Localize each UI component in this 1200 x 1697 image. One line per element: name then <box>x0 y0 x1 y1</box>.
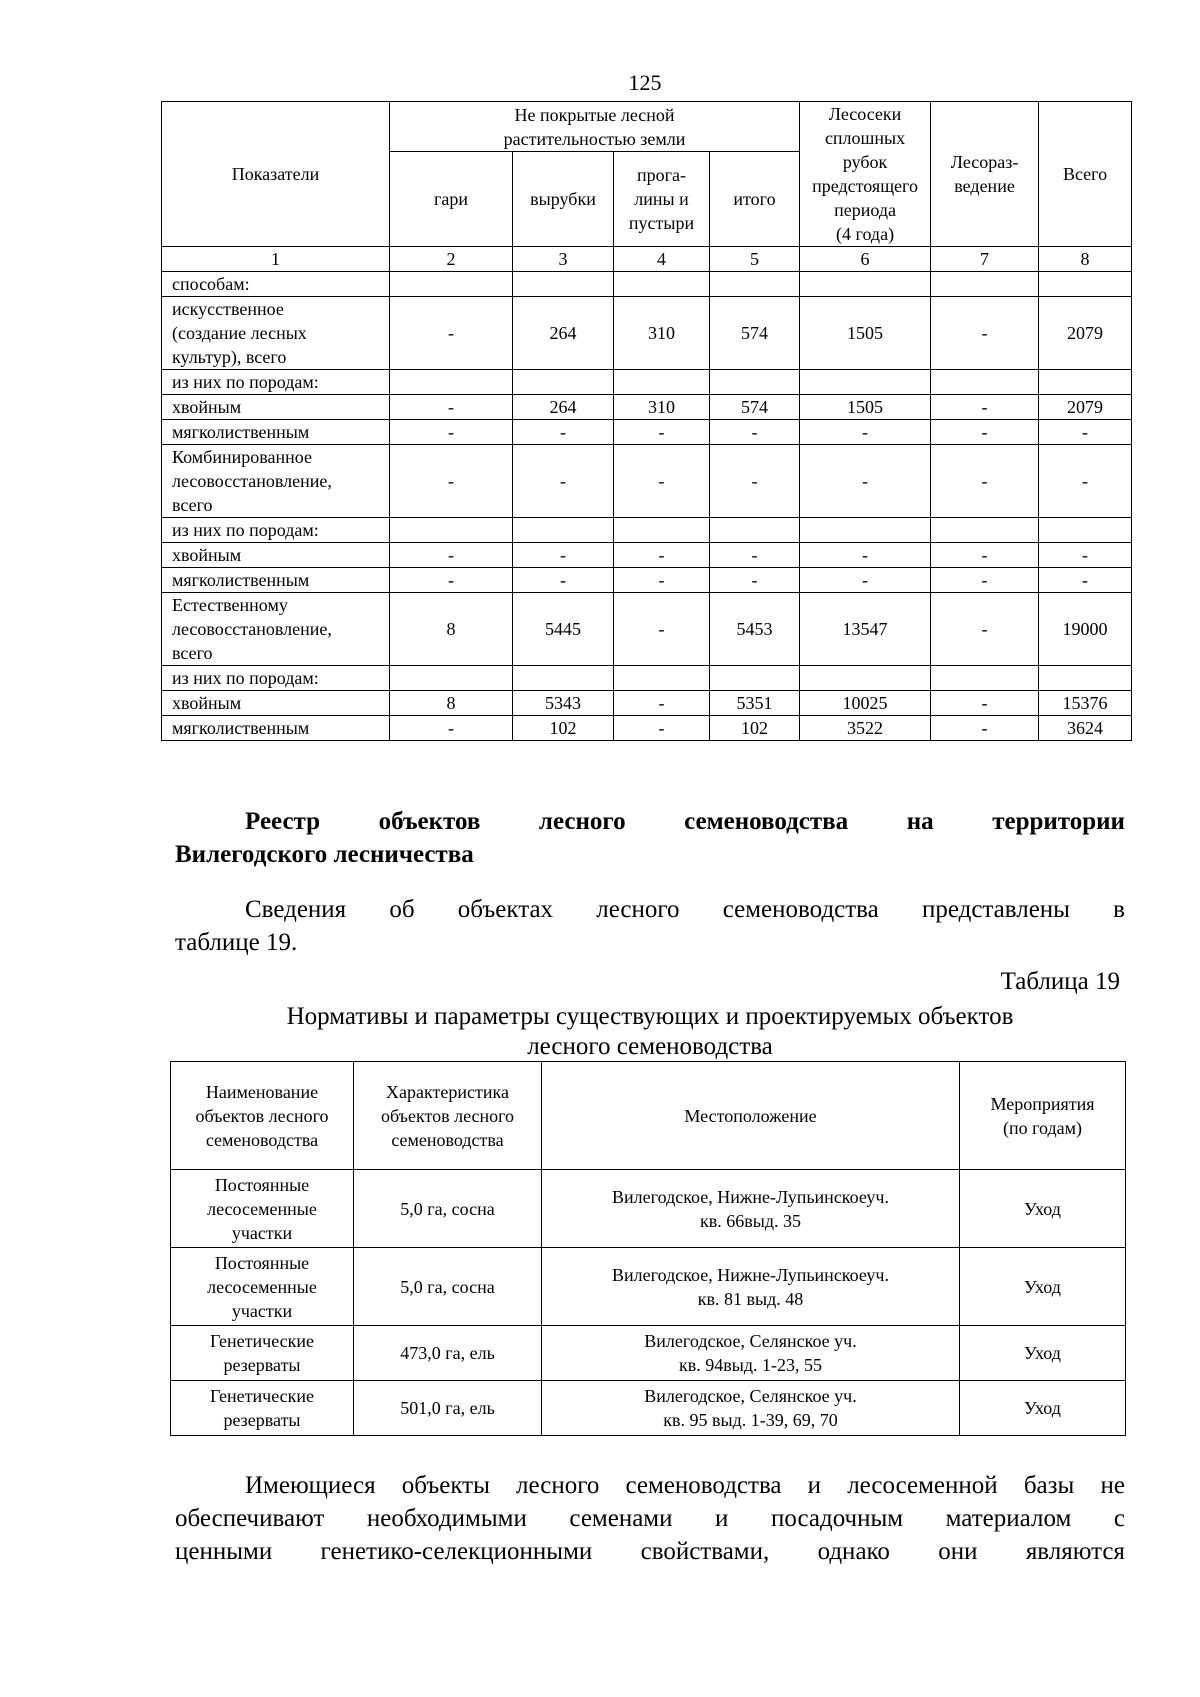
table-cell: 102 <box>513 716 614 741</box>
row-label <box>162 593 390 666</box>
table-cell: - <box>931 297 1039 370</box>
column-number-cell: 3 <box>513 247 614 272</box>
table-cell: - <box>931 568 1039 593</box>
table-row <box>162 518 1132 543</box>
header-gaps: прога- лины и пустыри <box>614 152 710 247</box>
word: с <box>1113 1505 1125 1532</box>
word: об <box>389 896 415 923</box>
row-label-line: всего <box>172 495 213 515</box>
table-cell: 19000 <box>1039 593 1132 666</box>
row-label-line: мягколиственным <box>172 718 310 738</box>
table-cell: - <box>1039 568 1132 593</box>
column-number-cell: 7 <box>931 247 1039 272</box>
table-cell: 8 <box>390 593 513 666</box>
word: материалом <box>945 1505 1072 1532</box>
table-cell <box>513 272 614 297</box>
row-label <box>162 445 390 518</box>
table-cell: - <box>390 420 513 445</box>
table-cell: - <box>710 445 800 518</box>
table-cell: 574 <box>710 395 800 420</box>
row-label-line: из них по породам: <box>172 372 319 392</box>
word: Реестр <box>245 808 321 835</box>
table-cell: 264 <box>513 297 614 370</box>
table-cell: - <box>614 593 710 666</box>
column-number-cell: 4 <box>614 247 710 272</box>
column-number-cell: 1 <box>162 247 390 272</box>
word: территории <box>992 808 1125 835</box>
word: однако <box>817 1538 890 1565</box>
table-cell: - <box>1039 445 1132 518</box>
table-cell: 1505 <box>800 297 931 370</box>
word: посадочным <box>770 1505 904 1532</box>
word: представлены <box>921 896 1070 923</box>
table-cell: 2079 <box>1039 297 1132 370</box>
intro-paragraph <box>175 893 1125 959</box>
table-row <box>162 297 1132 370</box>
table-row <box>162 420 1132 445</box>
word: не <box>1100 1472 1125 1499</box>
object-location: Вилегодское, Селянское уч. кв. 95 выд. 1-39, 69, 70 <box>542 1381 960 1436</box>
table-cell <box>390 666 513 691</box>
closing-paragraph-line3 <box>175 1535 1125 1568</box>
table-cell: 1505 <box>800 395 931 420</box>
word: и <box>807 1472 822 1499</box>
row-label-line: мягколиственным <box>172 422 310 442</box>
word: в <box>1113 896 1125 923</box>
row-label <box>162 297 390 370</box>
object-characteristic: 501,0 га, ель <box>354 1381 542 1436</box>
table-cell <box>800 666 931 691</box>
table-cell <box>931 370 1039 395</box>
column-header: Мероприятия (по годам) <box>960 1062 1126 1170</box>
table-cell: - <box>710 568 800 593</box>
table-row <box>171 1170 1126 1248</box>
table-cell: - <box>931 445 1039 518</box>
column-numbers-row <box>162 247 1132 272</box>
row-label-line: хвойным <box>172 397 242 417</box>
table-cell: 574 <box>710 297 800 370</box>
table-cell <box>710 666 800 691</box>
intro-paragraph-line2: таблице 19. <box>175 929 298 956</box>
row-label <box>162 716 390 741</box>
header-indicators: Показатели <box>162 102 390 247</box>
table-cell <box>614 272 710 297</box>
table-cell: 8 <box>390 691 513 716</box>
word: они <box>938 1538 978 1565</box>
table-cell <box>800 518 931 543</box>
reforestation-table <box>161 101 1132 741</box>
column-number-cell: 5 <box>710 247 800 272</box>
header-subtotal: итого <box>710 152 800 247</box>
table-row <box>162 666 1132 691</box>
table-row <box>171 1326 1126 1381</box>
header-total: Всего <box>1039 102 1132 247</box>
word: семеноводства <box>722 896 879 923</box>
table-cell: 102 <box>710 716 800 741</box>
word: лесного <box>538 808 626 835</box>
table-cell: - <box>390 568 513 593</box>
word: семеноводства <box>625 1472 782 1499</box>
object-location: Вилегодское, Нижне-Лупьинскоеуч. кв. 81 выд. 48 <box>542 1248 960 1326</box>
table-cell: - <box>614 691 710 716</box>
object-location: Вилегодское, Нижне-Лупьинскоеуч. кв. 66выд. 35 <box>542 1170 960 1248</box>
row-label <box>162 691 390 716</box>
word: объектов <box>378 808 481 835</box>
row-label <box>162 543 390 568</box>
table-cell: 5351 <box>710 691 800 716</box>
table-cell <box>931 518 1039 543</box>
table-cell: 310 <box>614 395 710 420</box>
table-cell: - <box>513 568 614 593</box>
table-label: Таблица 19 <box>1000 968 1120 995</box>
table-cell <box>710 518 800 543</box>
table-cell <box>614 666 710 691</box>
table-cell <box>390 370 513 395</box>
object-activity: Уход <box>960 1248 1126 1326</box>
table-cell: 10025 <box>800 691 931 716</box>
table-cell: - <box>390 445 513 518</box>
word: ценными <box>175 1538 273 1565</box>
column-header: Местоположение <box>542 1062 960 1170</box>
table-cell <box>390 272 513 297</box>
row-label-line: (создание лесных <box>172 323 307 343</box>
table-cell: 3522 <box>800 716 931 741</box>
table-cell: 13547 <box>800 593 931 666</box>
header-not-covered: Не покрытые лесной растительностью земли <box>390 102 800 152</box>
table-cell: 15376 <box>1039 691 1132 716</box>
table-row <box>162 395 1132 420</box>
table-cell: 310 <box>614 297 710 370</box>
table-row <box>162 543 1132 568</box>
intro-paragraph-line1 <box>175 893 1125 926</box>
word: семеноводства <box>684 808 849 835</box>
object-location: Вилегодское, Селянское уч. кв. 94выд. 1-23, 55 <box>542 1326 960 1381</box>
table-cell <box>800 272 931 297</box>
table-cell: - <box>614 716 710 741</box>
table-cell: - <box>614 420 710 445</box>
table-cell: - <box>800 543 931 568</box>
closing-paragraph-line1 <box>175 1469 1125 1502</box>
row-label-line: Комбинированное <box>172 447 312 467</box>
table-row <box>162 370 1132 395</box>
object-activity: Уход <box>960 1381 1126 1436</box>
row-label <box>162 395 390 420</box>
row-label-line: мягколиственным <box>172 570 310 590</box>
table-cell: - <box>931 395 1039 420</box>
word: являются <box>1025 1538 1125 1565</box>
word: семенами <box>569 1505 673 1532</box>
section-heading <box>175 805 1125 871</box>
table-cell <box>1039 666 1132 691</box>
table-row <box>162 691 1132 716</box>
header-burns: гари <box>390 152 513 247</box>
row-label-line: способам: <box>172 274 250 294</box>
table-row <box>162 568 1132 593</box>
table-cell: - <box>931 420 1039 445</box>
table-cell <box>614 518 710 543</box>
object-activity: Уход <box>960 1326 1126 1381</box>
word: необходимыми <box>366 1505 527 1532</box>
table-cell: - <box>513 543 614 568</box>
table-cell: 264 <box>513 395 614 420</box>
row-label <box>162 420 390 445</box>
word: свойствами, <box>640 1538 770 1565</box>
table-cell <box>513 518 614 543</box>
table-cell: 5445 <box>513 593 614 666</box>
word: лесосеменной <box>847 1472 998 1499</box>
table-cell: - <box>513 445 614 518</box>
table-cell: - <box>390 716 513 741</box>
seed-objects-header-row <box>171 1062 1126 1170</box>
word: генетико-селекционными <box>320 1538 593 1565</box>
object-activity: Уход <box>960 1170 1126 1248</box>
object-characteristic: 5,0 га, сосна <box>354 1248 542 1326</box>
table-cell <box>931 666 1039 691</box>
row-label <box>162 568 390 593</box>
page-number: 125 <box>628 70 662 95</box>
table-row <box>171 1381 1126 1436</box>
column-header: Характеристика объектов лесного семеноводства <box>354 1062 542 1170</box>
word: обеспечивают <box>175 1505 325 1532</box>
table-cell: 5453 <box>710 593 800 666</box>
row-label-line: культур), всего <box>172 347 287 367</box>
column-header: Наименование объектов лесного семеноводства <box>171 1062 354 1170</box>
table-row <box>171 1248 1126 1326</box>
table-cell <box>513 666 614 691</box>
row-label-line: лесовосстановление, <box>172 471 332 491</box>
table-cell <box>1039 272 1132 297</box>
word: объекты <box>401 1472 490 1499</box>
table-cell: - <box>931 691 1039 716</box>
closing-paragraph-line2 <box>175 1502 1125 1535</box>
word: лесного <box>596 896 680 923</box>
row-label-line: искусственное <box>172 299 284 319</box>
table-cell <box>513 370 614 395</box>
word: базы <box>1023 1472 1075 1499</box>
table-cell: - <box>614 568 710 593</box>
object-characteristic: 473,0 га, ель <box>354 1326 542 1381</box>
table-cell: 5343 <box>513 691 614 716</box>
table-row <box>162 272 1132 297</box>
header-cutting-areas: Лесосеки сплошных рубок предстоящего периода (4 года) <box>800 102 931 247</box>
row-label-line: хвойным <box>172 545 242 565</box>
table-cell <box>614 370 710 395</box>
table-cell: 2079 <box>1039 395 1132 420</box>
word: Имеющиеся <box>245 1472 376 1499</box>
table-cell: - <box>931 543 1039 568</box>
closing-paragraph <box>175 1469 1125 1568</box>
table-cell: - <box>390 395 513 420</box>
word: объектах <box>457 896 554 923</box>
row-label-line: всего <box>172 643 213 663</box>
row-label <box>162 272 390 297</box>
table-title: Нормативы и параметры существующих и проектируемых объектов лесного семеноводства <box>286 1003 1014 1060</box>
table-row <box>162 593 1132 666</box>
table-cell: - <box>710 543 800 568</box>
table-cell: - <box>614 445 710 518</box>
row-label-line: из них по породам: <box>172 668 319 688</box>
table-cell: - <box>931 716 1039 741</box>
table-cell: - <box>710 420 800 445</box>
header-clearings: вырубки <box>513 152 614 247</box>
word: на <box>906 808 934 835</box>
object-name: Постоянные лесосеменные участки <box>171 1248 354 1326</box>
table-cell <box>1039 370 1132 395</box>
table-cell: - <box>1039 420 1132 445</box>
word: Сведения <box>245 896 347 923</box>
table-cell: - <box>614 543 710 568</box>
header-forest-breeding: Лесораз- ведение <box>931 102 1039 247</box>
table-cell: - <box>390 297 513 370</box>
table-cell <box>390 518 513 543</box>
row-label <box>162 518 390 543</box>
row-label-line: Естественному <box>172 595 288 615</box>
table-cell: - <box>931 593 1039 666</box>
row-label-line: из них по породам: <box>172 520 319 540</box>
row-label-line: лесовосстановление, <box>172 619 332 639</box>
column-number-cell: 8 <box>1039 247 1132 272</box>
row-label-line: хвойным <box>172 693 242 713</box>
table-cell: - <box>800 445 931 518</box>
object-name: Генетические резерваты <box>171 1326 354 1381</box>
section-heading-line1 <box>175 805 1125 838</box>
table-row <box>162 445 1132 518</box>
table-cell: - <box>1039 543 1132 568</box>
column-number-cell: 2 <box>390 247 513 272</box>
table-cell: - <box>800 568 931 593</box>
table-cell <box>800 370 931 395</box>
section-heading-line2: Вилегодского лесничества <box>175 841 474 868</box>
table-cell <box>710 272 800 297</box>
object-name: Постоянные лесосеменные участки <box>171 1170 354 1248</box>
row-label <box>162 370 390 395</box>
table-cell: - <box>390 543 513 568</box>
table-cell: - <box>800 420 931 445</box>
object-name: Генетические резерваты <box>171 1381 354 1436</box>
row-label <box>162 666 390 691</box>
table-cell: 3624 <box>1039 716 1132 741</box>
table-cell <box>710 370 800 395</box>
table-cell <box>1039 518 1132 543</box>
table-cell: - <box>513 420 614 445</box>
object-characteristic: 5,0 га, сосна <box>354 1170 542 1248</box>
word: и <box>715 1505 729 1532</box>
word: лесного <box>516 1472 600 1499</box>
column-number-cell: 6 <box>800 247 931 272</box>
table-cell <box>931 272 1039 297</box>
seed-objects-table <box>170 1061 1126 1436</box>
table-row <box>162 716 1132 741</box>
